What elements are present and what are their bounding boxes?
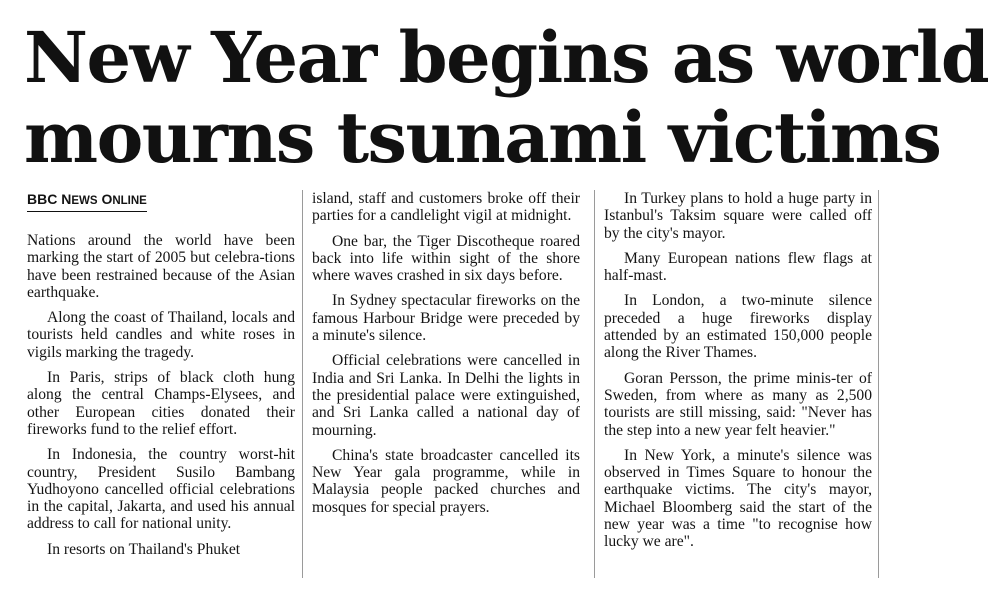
page-edge-rule	[878, 190, 879, 578]
paragraph: Official celebrations were cancelled in India and Sri Lanka. In Delhi the lights in the presidential palace were extinguished, and Sri Lanka called a national day of mourning.	[312, 352, 580, 439]
headline	[24, 16, 988, 179]
headline-line-2: mourns tsunami victims	[24, 96, 941, 179]
column-divider	[594, 190, 595, 578]
paragraph: In Turkey plans to hold a huge party in Istanbul's Taksim square were called off by the city's mayor.	[604, 190, 872, 242]
paragraph: In Sydney spectacular fireworks on the famous Harbour Bridge were preceded by a minute's silence.	[312, 292, 580, 345]
paragraph: island, staff and customers broke off their parties for a candlelight vigil at midnight.	[312, 190, 580, 225]
article-column-3	[604, 190, 872, 559]
article-column-2	[312, 190, 580, 524]
paragraph: Goran Persson, the prime minis-ter of Sweden, from where as many as 2,500 tourists are still missing, said: "Never has the step into a new year felt heavier."	[604, 369, 872, 439]
paragraph: In London, a two-minute silence preceded a huge fireworks display attended by an estimated 150,000 people along the River Thames.	[604, 292, 872, 362]
paragraph: In Paris, strips of black cloth hung along the central Champs-Elysees, and other European cities donated their fireworks fund to the relief effort.	[27, 369, 295, 438]
paragraph: Nations around the world have been marking the start of 2005 but celebra-tions have been restrained because of the Asian earthquake.	[27, 232, 295, 301]
article-column-1	[27, 190, 295, 566]
column-divider	[302, 190, 303, 578]
paragraph: Along the coast of Thailand, locals and tourists held candles and white roses in vigils marking the tragedy.	[27, 309, 295, 361]
paragraph: China's state broadcaster cancelled its New Year gala programme, while in Malaysia people packed churches and mosques for special prayers.	[312, 446, 580, 516]
paragraph: In resorts on Thailand's Phuket	[47, 540, 241, 558]
paragraph: In New York, a minute's silence was observed in Times Square to honour the earthquake victims. The city's mayor, Michael Bloomberg said the start of the new year was a time "to recognise how lucky we are".	[604, 446, 872, 551]
paragraph: One bar, the Tiger Discotheque roared back into life within sight of the shore where waves crashed in six days before.	[312, 232, 580, 285]
byline: BBC NEWS ONLINE	[27, 190, 147, 212]
paragraph: In Indonesia, the country worst-hit country, President Susilo Bambang Yudhoyono cancelled official celebrations in the capital, Jakarta, and used his annual address to call for national unity.	[27, 446, 295, 533]
headline-line-1: New Year begins as world	[24, 16, 988, 99]
paragraph: Many European nations flew flags at half-mast.	[604, 249, 872, 285]
